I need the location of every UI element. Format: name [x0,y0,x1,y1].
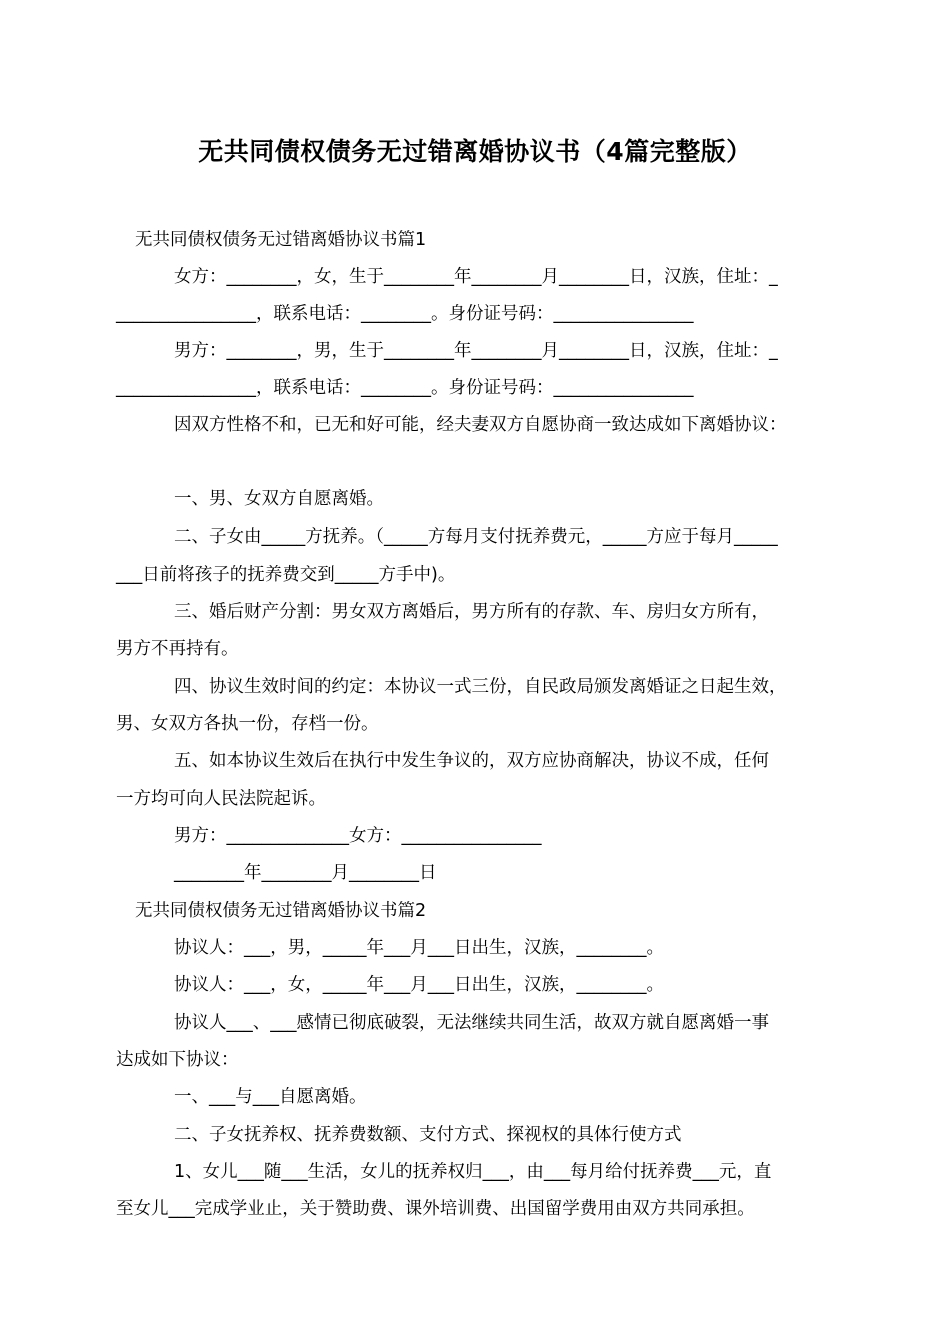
paragraph-line: 五、如本协议生效后在执行中发生争议的，双方应协商解决，协议不成，任何 [174,751,769,771]
date-line: ________年________月________日 [174,863,437,883]
document-title: 无共同债权债务无过错离婚协议书（4篇完整版） [198,137,752,166]
paragraph-line: 协议人___、___感情已彻底破裂，无法继续共同生活，故双方就自愿离婚一事 [174,1013,769,1033]
paragraph-line: 1、女儿___随___生活，女儿的抚养权归___，由___每月给付抚养费___元，直 [174,1162,772,1182]
paragraph-line: 因双方性格不和，已无和好可能，经夫妻双方自愿协商一致达成如下离婚协议： [174,415,787,435]
paragraph-line: ________________，联系电话：________。身份证号码：________________ [116,304,694,324]
paragraph-line: 四、协议生效时间的约定：本协议一式三份，自民政局颁发离婚证之日起生效， [174,677,787,697]
paragraph-line: ___日前将孩子的抚养费交到_____方手中)。 [116,565,456,585]
paragraph-line: ________________，联系电话：________。身份证号码：________________ [116,378,694,398]
paragraph-line: 一、___与___自愿离婚。 [174,1087,367,1107]
paragraph-line: 协议人：___，女，_____年___月___日出生，汉族，________。 [174,975,664,995]
paragraph-line: 二、子女抚养权、抚养费数额、支付方式、探视权的具体行使方式 [174,1125,682,1145]
paragraph-line: 男、女双方各执一份，存档一份。 [116,714,379,734]
section-heading-1: 无共同债权债务无过错离婚协议书篇1 [135,230,427,250]
paragraph-line: 男方：________，男，生于________年________月________日，汉族，住址：_ [174,341,778,361]
paragraph-line: 一方均可向人民法院起诉。 [116,789,326,809]
paragraph-line: 三、婚后财产分割：男女双方离婚后，男方所有的存款、车、房归女方所有， [174,602,769,622]
paragraph-line: 达成如下协议： [116,1050,239,1070]
paragraph-line: 协议人：___，男，_____年___月___日出生，汉族，________。 [174,938,664,958]
signature-line: 男方：______________女方：________________ [174,826,542,846]
paragraph-line: 至女儿___完成学业止，关于赞助费、课外培训费、出国留学费用由双方共同承担。 [116,1199,755,1219]
paragraph-line: 二、子女由_____方抚养。（_____方每月支付抚养费元，_____方应于每月_____ [174,527,778,547]
section-heading-2: 无共同债权债务无过错离婚协议书篇2 [135,901,427,921]
paragraph-line: 一、男、女双方自愿离婚。 [174,489,384,509]
paragraph-line: 男方不再持有。 [116,639,239,659]
paragraph-line: 女方：________，女，生于________年________月________日，汉族，住址：_ [174,267,778,287]
